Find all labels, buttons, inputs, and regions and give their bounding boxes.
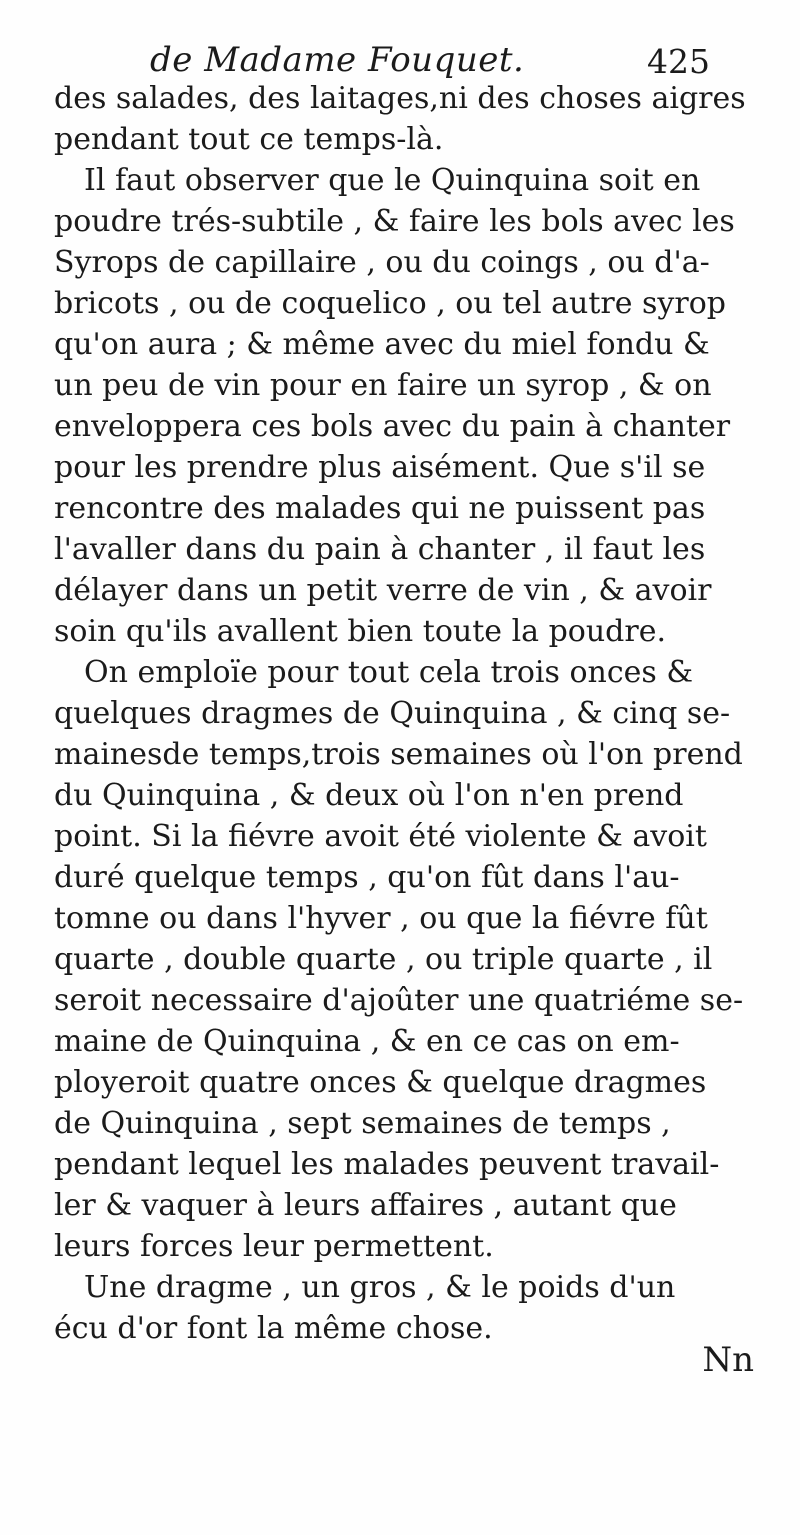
text-line: poudre trés-subtile , & faire les bols avec les: [54, 204, 735, 239]
text-line: soin qu'ils avallent bien toute la poudre.: [54, 614, 667, 649]
text-line: ployeroit quatre onces & quelque dragmes: [54, 1065, 707, 1100]
text-line: bricots , ou de coquelico , ou tel autre syrop: [54, 286, 726, 321]
text-line: quelques dragmes de Quinquina , & cinq se-: [54, 696, 731, 731]
page-number: 425: [647, 42, 710, 81]
text-line: point. Si la fiévre avoit été violente & avoit: [54, 819, 707, 854]
text-line: pendant tout ce temps-là.: [54, 122, 444, 157]
running-title: de Madame Fouquet.: [150, 40, 525, 80]
text-line: un peu de vin pour en faire un syrop , & on: [54, 368, 712, 403]
text-line: mainesde temps,trois semaines où l'on prend: [54, 737, 743, 772]
text-line: délayer dans un petit verre de vin , & avoir: [54, 573, 712, 608]
text-line: Syrops de capillaire , ou du coings , ou d'a-: [54, 245, 710, 280]
text-line: duré quelque temps , qu'on fût dans l'au-: [54, 860, 680, 895]
text-line: pendant lequel les malades peuvent travail-: [54, 1147, 720, 1182]
text-line: quarte , double quarte , ou triple quarte , il: [54, 942, 713, 977]
text-line: l'avaller dans du pain à chanter , il faut les: [54, 532, 706, 567]
text-line: ler & vaquer à leurs affaires , autant que: [54, 1188, 677, 1223]
paragraph-start-line: Une dragme , un gros , & le poids d'un: [84, 1270, 676, 1305]
text-line: tomne ou dans l'hyver , ou que la fiévre fût: [54, 901, 708, 936]
text-line: maine de Quinquina , & en ce cas on em-: [54, 1024, 680, 1059]
body-text: [54, 78, 784, 1349]
paragraph-start-line: On emploïe pour tout cela trois onces &: [84, 655, 694, 690]
text-line: seroit necessaire d'ajoûter une quatriéme se-: [54, 983, 744, 1018]
text-line: enveloppera ces bols avec du pain à chanter: [54, 409, 731, 444]
text-line: de Quinquina , sept semaines de temps ,: [54, 1106, 671, 1141]
text-line: leurs forces leur permettent.: [54, 1229, 494, 1264]
text-line: qu'on aura ; & même avec du miel fondu &: [54, 327, 710, 362]
text-line: écu d'or font la même chose.: [54, 1311, 493, 1346]
text-line: rencontre des malades qui ne puissent pas: [54, 491, 706, 526]
text-line: pour les prendre plus aisément. Que s'il se: [54, 450, 706, 485]
catchword: Nn: [702, 1340, 754, 1380]
text-line: du Quinquina , & deux où l'on n'en prend: [54, 778, 684, 813]
text-line: des salades, des laitages,ni des choses aigres: [54, 81, 746, 116]
paragraph-start-line: Il faut observer que le Quinquina soit en: [84, 163, 701, 198]
